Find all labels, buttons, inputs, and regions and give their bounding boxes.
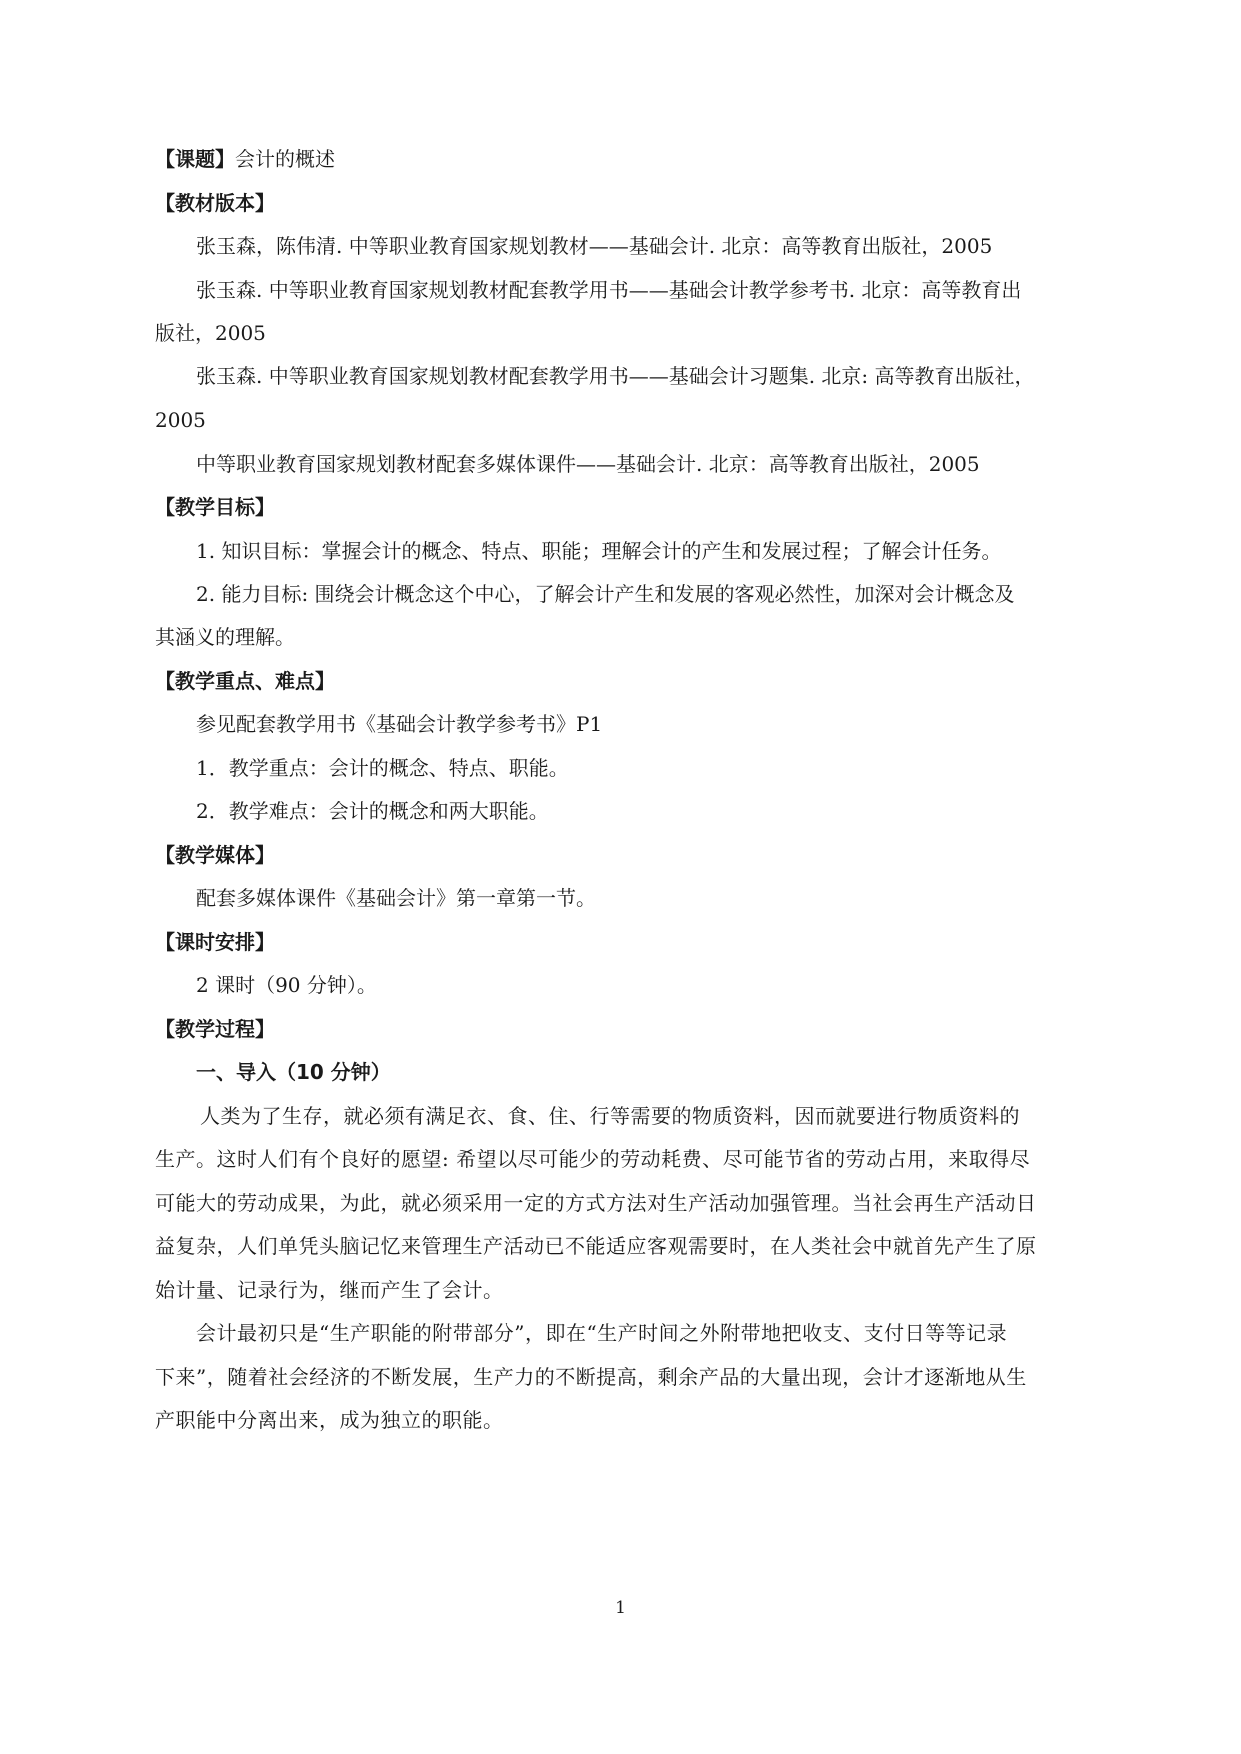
para2-line-3: 产职能中分离出来，成为独立的职能。 — [155, 1408, 504, 1432]
process-section-title: 一、导入（10 分钟） — [196, 1060, 391, 1084]
topic-label: 【课题】 — [155, 147, 235, 171]
media-line: 配套多媒体课件《基础会计》第一章第一节。 — [196, 886, 596, 910]
para1-line-1: 人类为了生存，就必须有满足衣、食、住、行等需要的物质资料，因而就要进行物质资料的 — [200, 1104, 1020, 1128]
objectives-heading: 【教学目标】 — [155, 495, 275, 519]
textbook-ref-2: 张玉森. 中等职业教育国家规划教材配套教学用书——基础会计教学参考书. 北京：高等教育出 — [196, 278, 1022, 302]
textbook-ref-3-cont: 2005 — [155, 408, 206, 432]
textbook-ref-3: 张玉森. 中等职业教育国家规划教材配套教学用书——基础会计习题集. 北京: 高等教育出版社， — [196, 364, 1035, 388]
page-number: 1 — [615, 1598, 626, 1618]
objective-1: 1. 知识目标：掌握会计的概念、特点、职能；理解会计的产生和发展过程；了解会计任务。 — [196, 539, 1002, 563]
media-heading: 【教学媒体】 — [155, 843, 275, 867]
para1-line-4: 益复杂，人们单凭头脑记忆来管理生产活动已不能适应客观需要时，在人类社会中就首先产生了原 — [155, 1234, 1037, 1258]
key-point-1: 1．教学重点：会计的概念、特点、职能。 — [196, 756, 569, 780]
objective-2-cont: 其涵义的理解。 — [155, 625, 295, 649]
para1-line-3: 可能大的劳动成果，为此，就必须采用一定的方式方法对生产活动加强管理。当社会再生产活动日 — [155, 1191, 1037, 1215]
para2-line-2: 下来”，随着社会经济的不断发展，生产力的不断提高，剩余产品的大量出现，会计才逐渐地从生 — [155, 1365, 1027, 1389]
textbook-heading: 【教材版本】 — [155, 191, 275, 215]
para2-line-1: 会计最初只是“生产职能的附带部分”，即在“生产时间之外附带地把收支、支付日等等记录 — [196, 1321, 1008, 1345]
key-point-2: 2．教学难点：会计的概念和两大职能。 — [196, 799, 549, 823]
textbook-ref-2-cont: 版社，2005 — [155, 321, 266, 345]
topic-value: 会计的概述 — [235, 147, 335, 171]
schedule-heading: 【课时安排】 — [155, 930, 275, 954]
textbook-ref-4: 中等职业教育国家规划教材配套多媒体课件——基础会计. 北京：高等教育出版社，2005 — [196, 452, 980, 476]
objective-2: 2. 能力目标: 围绕会计概念这个中心，了解会计产生和发展的客观必然性，加深对会计概念及 — [196, 582, 1015, 606]
key-points-ref: 参见配套教学用书《基础会计教学参考书》P1 — [196, 712, 603, 736]
topic-heading — [155, 146, 335, 172]
textbook-ref-1: 张玉森，陈伟清. 中等职业教育国家规划教材——基础会计. 北京：高等教育出版社，2005 — [196, 234, 993, 258]
para1-line-5: 始计量、记录行为，继而产生了会计。 — [155, 1278, 504, 1302]
key-points-heading: 【教学重点、难点】 — [155, 669, 335, 693]
para1-line-2: 生产。这时人们有个良好的愿望: 希望以尽可能少的劳动耗费、尽可能节省的劳动占用，来取得尽 — [155, 1147, 1031, 1171]
process-heading: 【教学过程】 — [155, 1017, 275, 1041]
schedule-line: 2 课时（90 分钟）。 — [196, 973, 377, 997]
